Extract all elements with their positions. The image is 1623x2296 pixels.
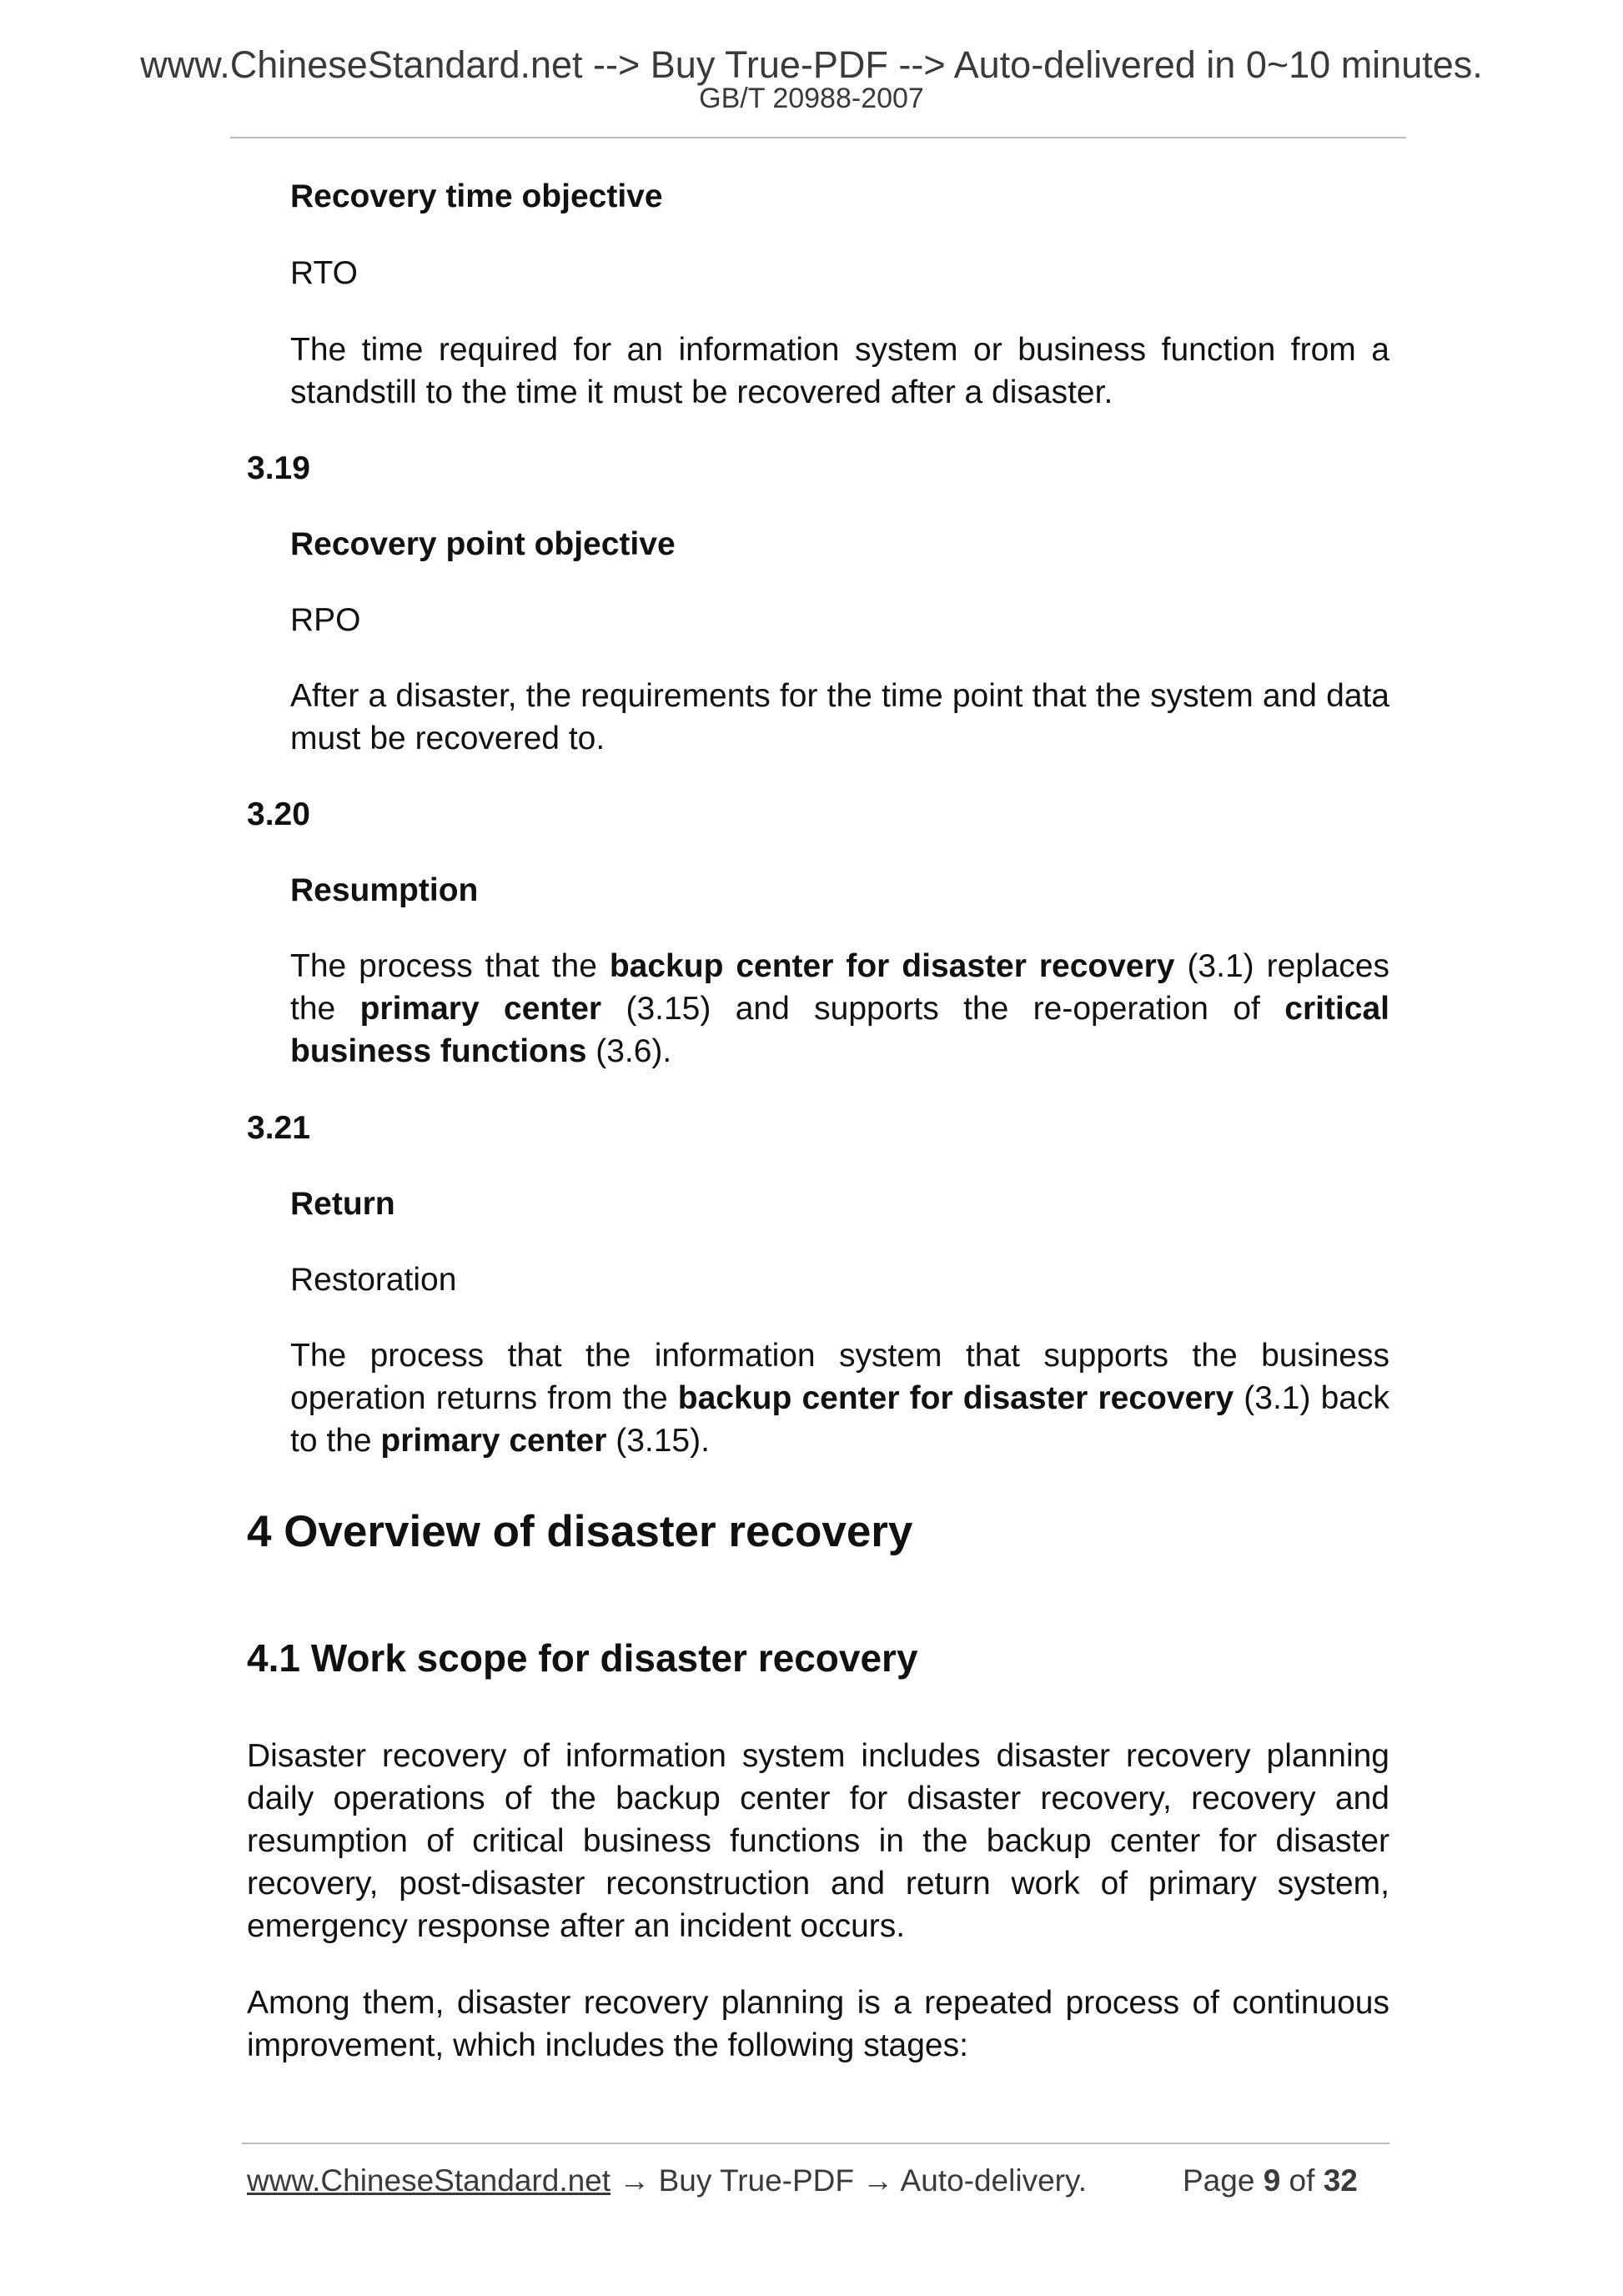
abbr-rpo: RPO: [290, 602, 361, 638]
page-number: 9: [1263, 2163, 1281, 2198]
ref-critical-business-functions: critical business functions: [290, 991, 1389, 1069]
term-recovery-point-objective: Recovery point objective: [290, 526, 676, 562]
term-recovery-time-objective: Recovery time objective: [290, 178, 663, 214]
definition-text: The process that the information system that supports the business operation returns from the: [290, 1338, 1389, 1416]
page-label: Page: [1183, 2163, 1264, 2198]
footer-links: [247, 2163, 1087, 2199]
paragraph-work-scope: Disaster recovery of information system includes disaster recovery planning daily operations of the backup center for disaster recovery, recovery and resumption of critical business functions in the backup center for disaster recovery, post-disaster reconstruction and return work of primary system, emergency response after an incident occurs.: [247, 1738, 1389, 1944]
definition-return: [290, 1334, 1389, 1462]
definition-text: (3.15).: [606, 1423, 710, 1459]
standard-code: GB/T 20988-2007: [699, 83, 924, 114]
definition-resumption: [290, 945, 1389, 1073]
subsection-heading-4-1: 4.1 Work scope for disaster recovery: [247, 1636, 918, 1680]
definition-text: (3.15) and supports the re-operation of: [601, 991, 1285, 1027]
clause-number-3-20: 3.20: [247, 796, 310, 832]
header-divider: [230, 137, 1406, 138]
definition-text: (3.1) back to the: [290, 1380, 1389, 1459]
term-resumption: Resumption: [290, 872, 479, 908]
of-label: of: [1280, 2163, 1324, 2198]
auto-delivery-text: Auto-delivery.: [900, 2163, 1088, 2198]
abbr-rto: RTO: [290, 255, 358, 291]
synonym-restoration: Restoration: [290, 1262, 457, 1298]
section-heading-4: 4 Overview of disaster recovery: [247, 1507, 913, 1556]
definition-text: The process that the: [290, 948, 610, 984]
ref-primary-center: primary center: [359, 991, 602, 1027]
buy-pdf-text: Buy True-PDF: [658, 2163, 855, 2198]
definition-text: (3.6).: [586, 1033, 672, 1069]
footer-divider: [242, 2143, 1389, 2144]
clause-number-3-19: 3.19: [247, 450, 310, 486]
definition-text: (3.1) replaces the: [290, 948, 1389, 1027]
ref-primary-center: primary center: [380, 1423, 607, 1459]
term-return: Return: [290, 1186, 395, 1222]
arrow-icon: →: [854, 2163, 901, 2198]
arrow-icon: →: [611, 2163, 659, 2198]
site-link[interactable]: www.ChineseStandard.net: [247, 2163, 611, 2198]
page-total: 32: [1323, 2163, 1358, 2198]
ref-backup-center: backup center for disaster recovery: [677, 1380, 1234, 1416]
header-banner: www.ChineseStandard.net --> Buy True-PDF --> Auto-delivered in 0~10 minutes.: [140, 43, 1483, 86]
definition-rto: The time required for an information system or business function from a standstill to the time it must be recovered after a disaster.: [290, 332, 1389, 410]
definition-rpo: After a disaster, the requirements for the time point that the system and data must be recovered to.: [290, 678, 1389, 756]
clause-number-3-21: 3.21: [247, 1110, 310, 1146]
paragraph-planning-stages: Among them, disaster recovery planning is a repeated process of continuous improvement, which includes the following stages:: [247, 1985, 1389, 2063]
page-indicator: [1183, 2163, 1358, 2199]
ref-backup-center: backup center for disaster recovery: [609, 948, 1175, 984]
